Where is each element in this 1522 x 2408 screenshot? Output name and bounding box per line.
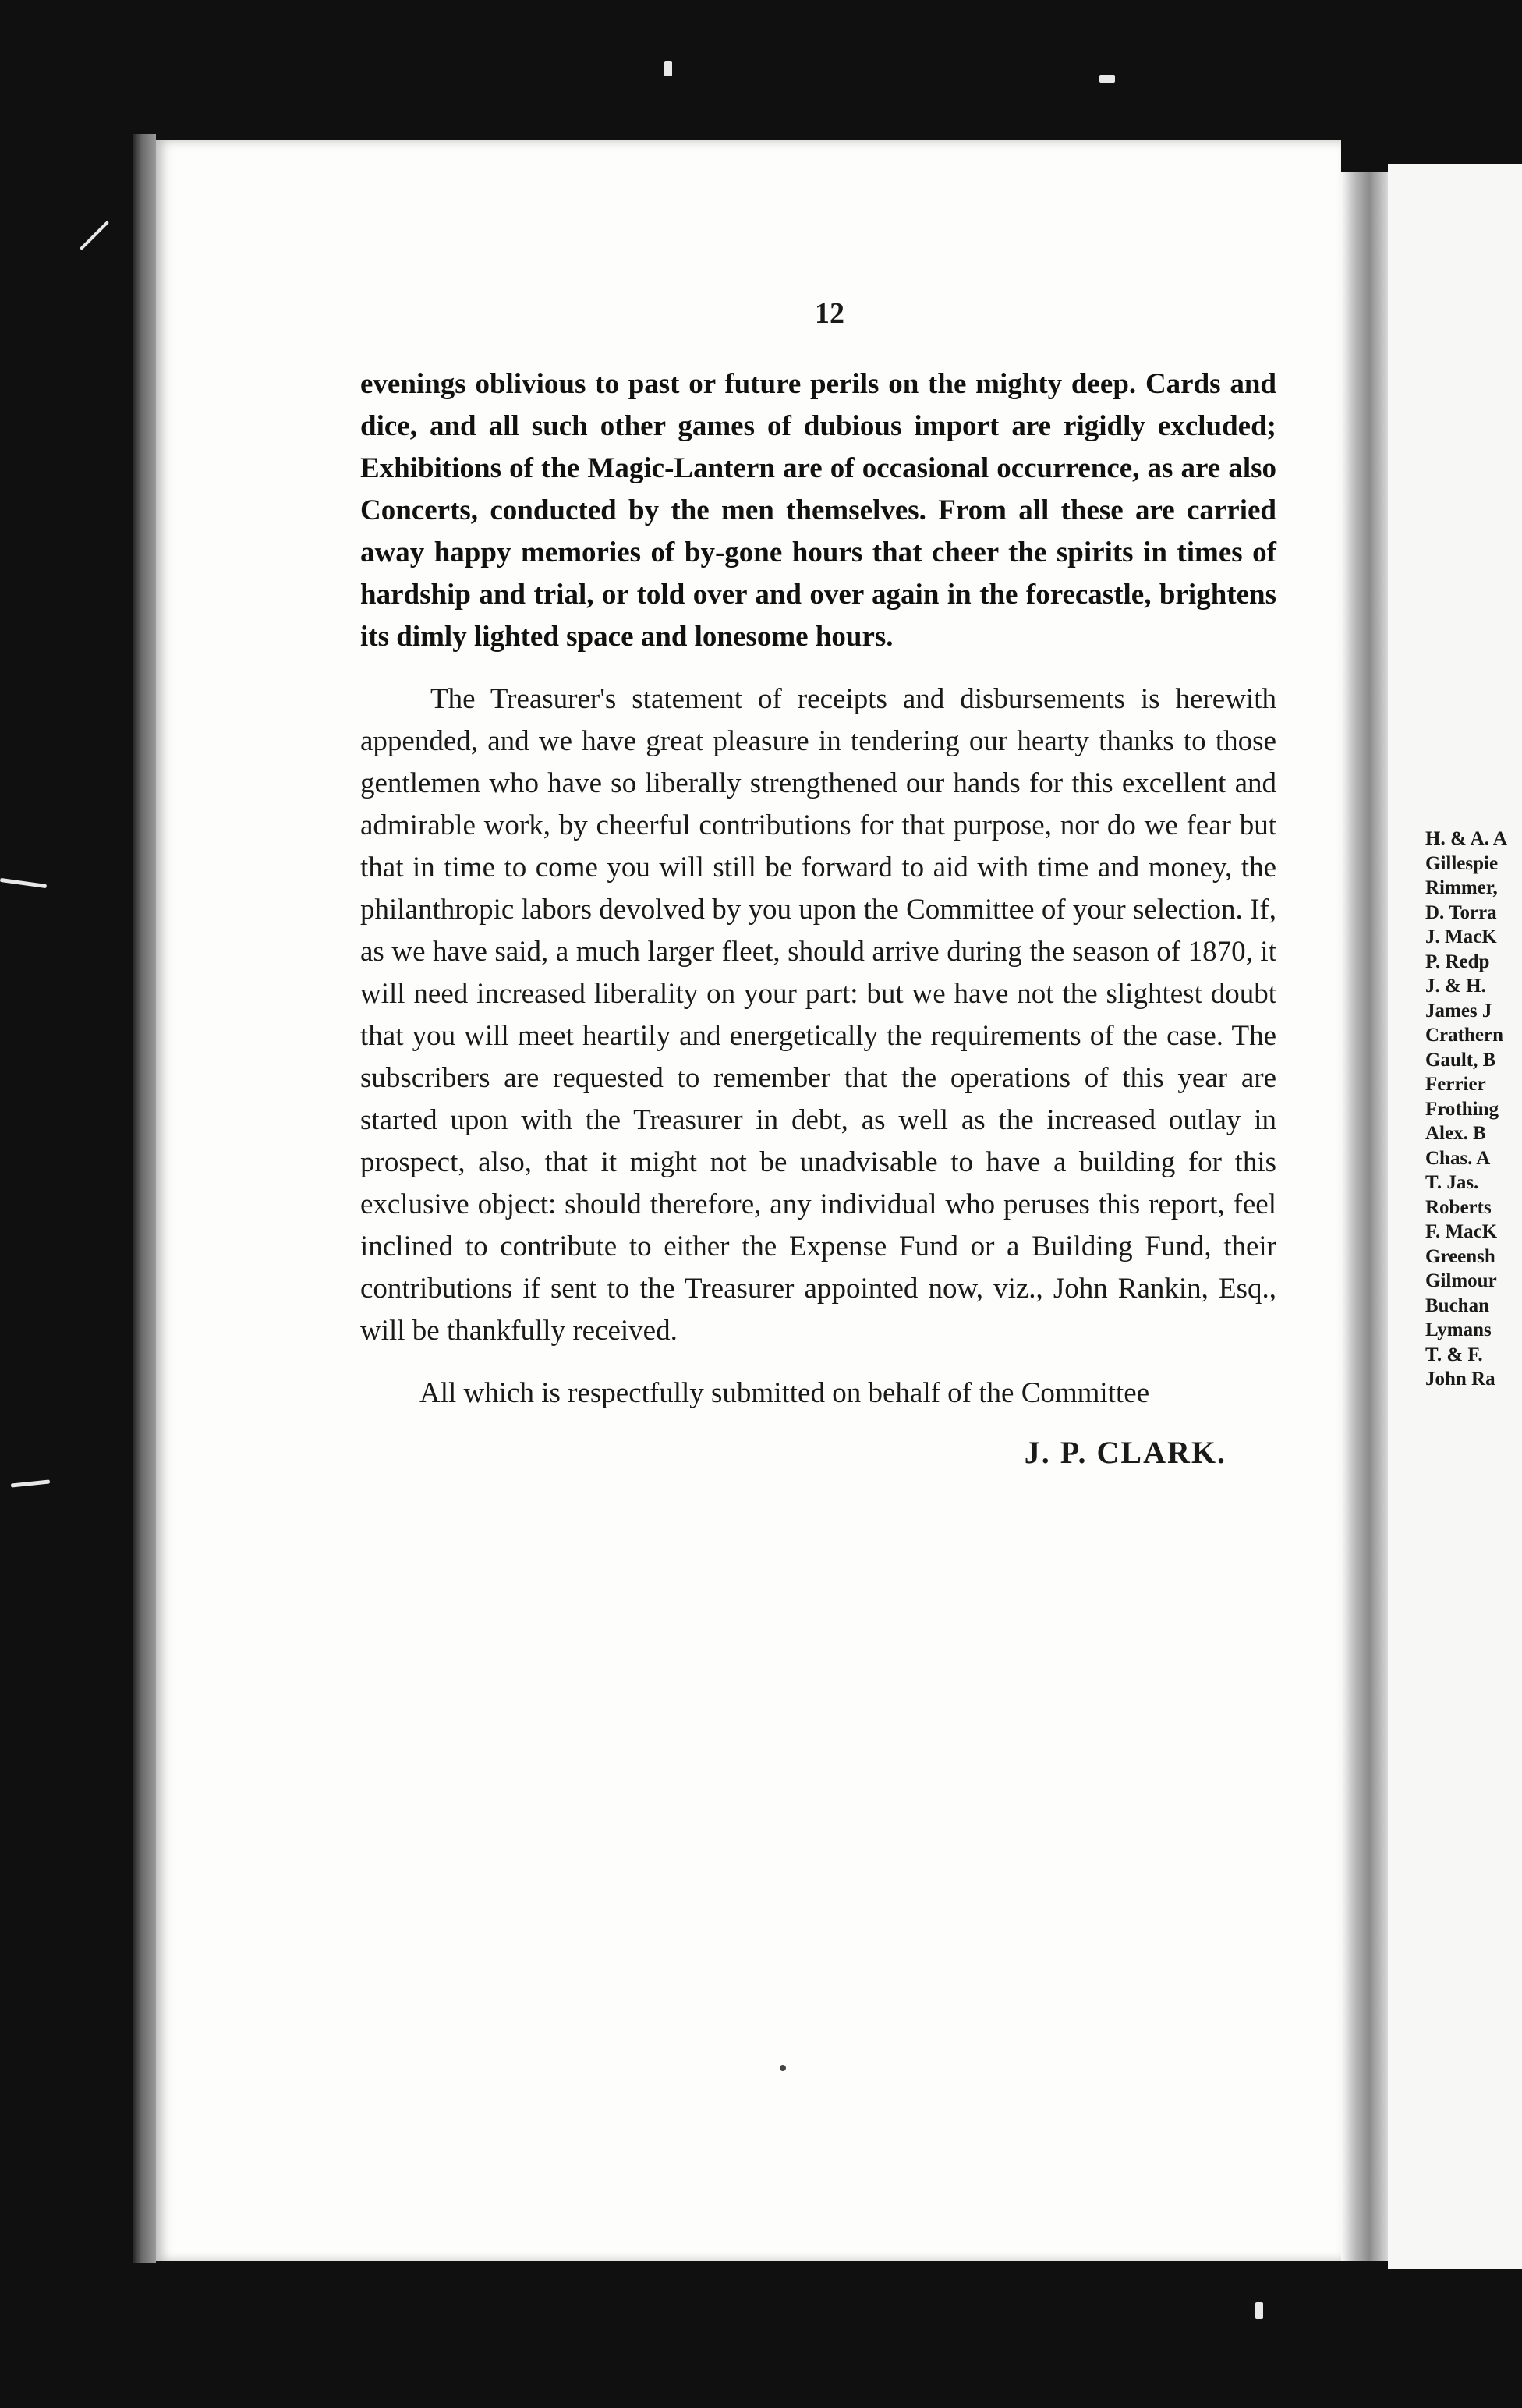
paragraph-2: The Treasurer's statement of receipts and disbursements is herewith appended, and we have great pleasure in tendering our hearty thanks to those gentlemen who have so liberally strengthened our hands for this excellent and admirable work, by cheerful contributions for that purpose, nor do we fear but that in time to come you will still be forward to aid with time and money, the philanthropic labors devolved by you upon the Committee of your selection. If, as we have said, a much larger fleet, should arrive during the season of 1870, it will need increased liberality on your part: but we have not the slightest doubt that you will meet heartily and energetically the requirements of the case. The subscribers are requested to remember that the operations of this year are started upon with the Treasurer in debt, as well as the increased outlay in prospect, also, that it might not be unadvisable to have a building for this exclusive object: should therefore, any individual who peruses this report, feel inclined to contribute to either the Expense Fund or a Building Fund, their contributions if sent to the Treasurer appointed now, viz., John Rankin, Esq., will be thankfully received. — [360, 683, 1276, 1347]
facing-page-name: J. MacK — [1425, 926, 1497, 947]
facing-page-name: T. & F. — [1425, 1344, 1483, 1365]
facing-page-name: Ferrier — [1425, 1074, 1486, 1095]
facing-page-name: Greensh — [1425, 1245, 1495, 1267]
scan-mark-bottom-right — [1255, 2302, 1263, 2319]
ink-dot — [780, 2065, 786, 2071]
facing-page-name: Crathern — [1425, 1025, 1503, 1046]
facing-page-name: Gillespie — [1425, 852, 1499, 874]
page-edge — [133, 134, 156, 2263]
facing-page-name-list — [1425, 827, 1522, 1392]
scan-mark-top — [664, 61, 672, 76]
signature: J. P. CLARK. — [1024, 1435, 1226, 1470]
facing-page-name: Chas. A — [1425, 1147, 1491, 1169]
facing-page-name: F. MacK — [1425, 1221, 1498, 1242]
facing-page-name: Roberts — [1425, 1196, 1492, 1218]
facing-page-name: Gilmour — [1425, 1270, 1497, 1291]
facing-page-name: Lymans — [1425, 1319, 1492, 1340]
closing-line: All which is respectfully submitted on behalf of the Committee — [419, 1377, 1150, 1409]
facing-page-name: John Ra — [1425, 1369, 1495, 1390]
scan-mark-top-right — [1099, 75, 1115, 83]
page-body — [360, 363, 1276, 1474]
book-gutter — [1341, 172, 1388, 2261]
facing-page-name: James J — [1425, 1000, 1492, 1022]
paragraph-1: evenings oblivious to past or future perils on the mighty deep. Cards and dice, and all such other games of dubious import are rigidly excluded; Exhibitions of the Magic-Lantern are of occasional occurrence, as are also Concerts, conducted by the men themselves. From all these are carried away happy memories of by-gone hours that cheer the spirits in times of hardship and trial, or told over and over again in the forecastle, brightens its dimly lighted space and lonesome hours. — [360, 368, 1276, 653]
facing-page-name: D. Torra — [1425, 901, 1497, 923]
facing-page-name: Gault, B — [1425, 1049, 1496, 1071]
facing-page-name: Alex. B — [1425, 1123, 1486, 1144]
facing-page-name: Buchan — [1425, 1294, 1489, 1316]
facing-page-name: J. & H. — [1425, 976, 1486, 997]
facing-page-name: P. Redp — [1425, 951, 1490, 972]
facing-page-name: H. & A. A — [1425, 828, 1507, 849]
page-number: 12 — [815, 297, 844, 330]
facing-page-name: Frothing — [1425, 1098, 1499, 1120]
facing-page-name: T. Jas. — [1425, 1172, 1479, 1193]
facing-page-name: Rimmer, — [1425, 877, 1498, 898]
